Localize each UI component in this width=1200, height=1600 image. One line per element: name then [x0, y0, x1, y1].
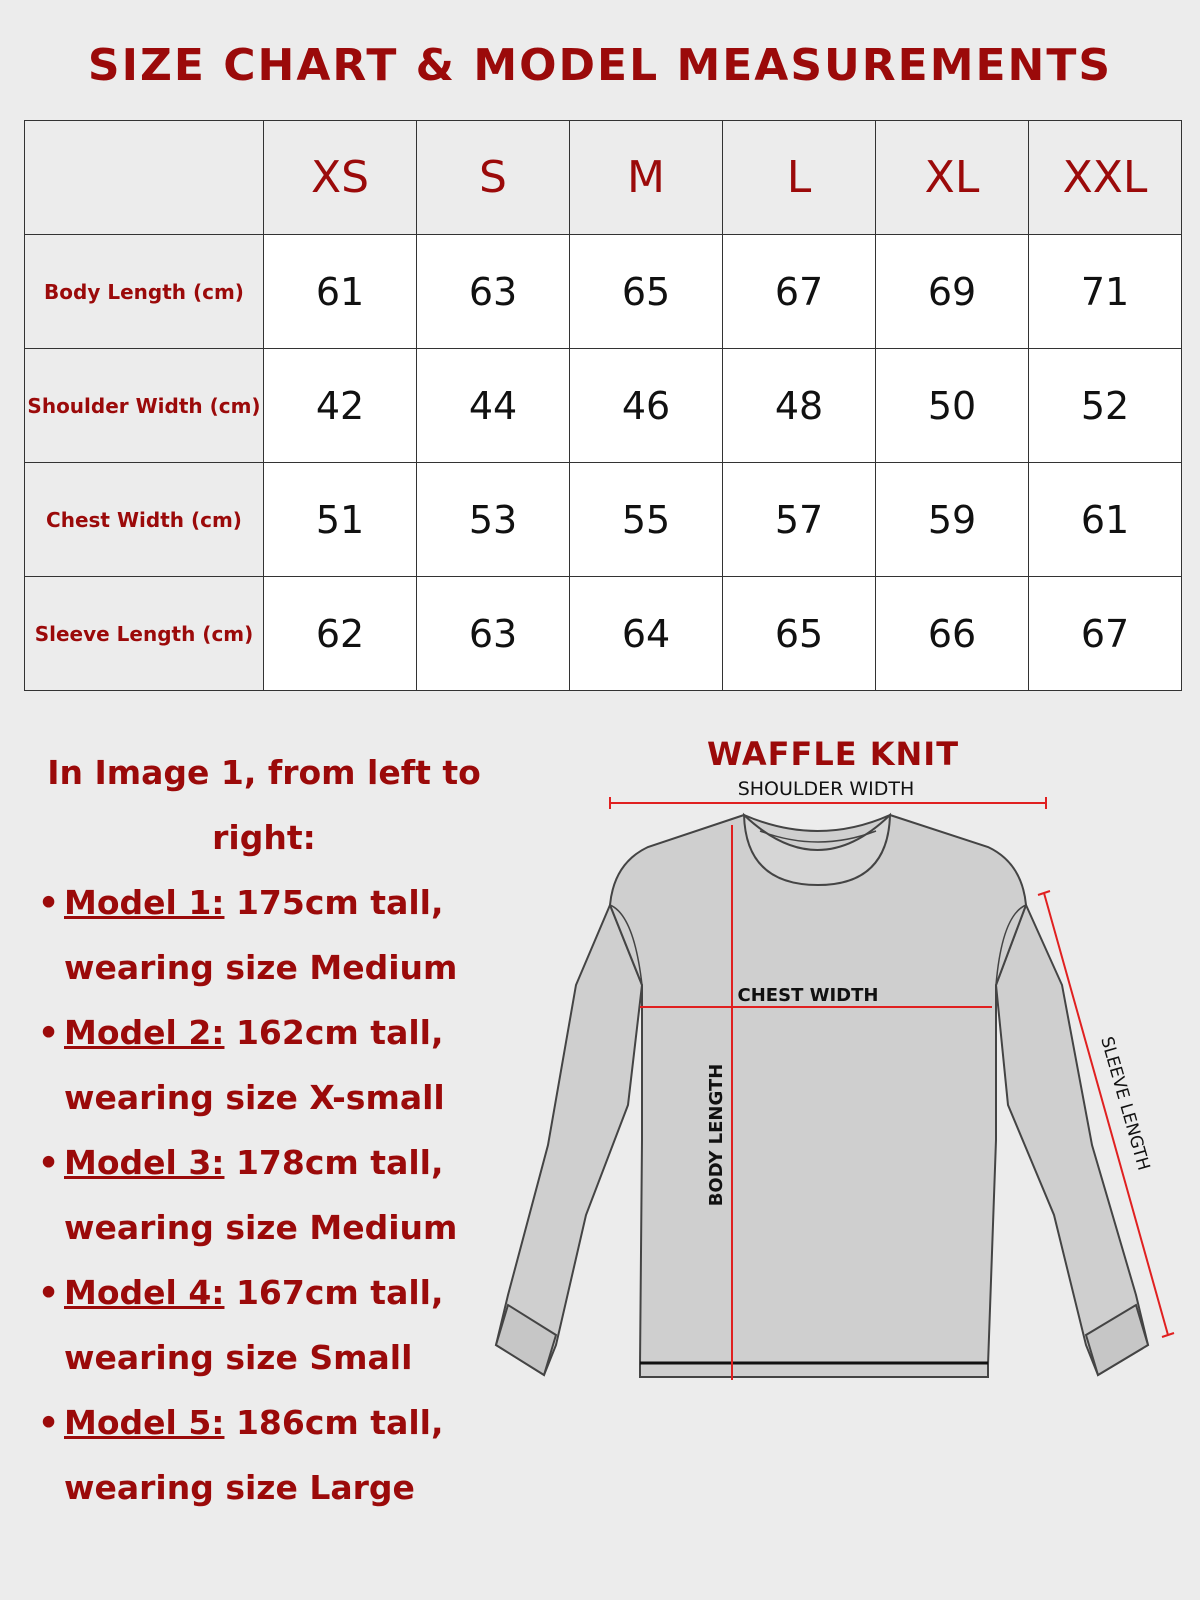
- size-header-row: [25, 121, 1182, 235]
- body-length-label: BODY LENGTH: [706, 1063, 727, 1207]
- model-detail: 178cm tall, wearing size Medium: [64, 1143, 458, 1247]
- table-cell: 42: [264, 349, 417, 463]
- table-cell: 66: [876, 577, 1029, 691]
- table-cell: 51: [264, 463, 417, 577]
- list-item: [24, 1000, 524, 1130]
- left-sleeve: [496, 905, 642, 1375]
- garment-diagram: [488, 735, 1200, 1435]
- model-name: Model 2:: [64, 1013, 225, 1052]
- sweater-body: [610, 815, 1026, 1377]
- model-detail: 186cm tall, wearing size Large: [64, 1403, 444, 1507]
- row-label: Sleeve Length (cm): [25, 577, 264, 691]
- page-title: SIZE CHART & MODEL MEASUREMENTS: [87, 40, 1113, 91]
- table-row-sleeve-length: [25, 577, 1182, 691]
- table-corner-cell: [25, 121, 264, 235]
- table-cell: 48: [723, 349, 876, 463]
- model-detail: 175cm tall, wearing size Medium: [64, 883, 458, 987]
- table-cell: 67: [723, 235, 876, 349]
- table-cell: 52: [1029, 349, 1182, 463]
- bullet-icon: •: [38, 1403, 60, 1442]
- table-cell: 63: [417, 235, 570, 349]
- table-row-chest-width: [25, 463, 1182, 577]
- table-cell: 65: [570, 235, 723, 349]
- table-cell: 69: [876, 235, 1029, 349]
- size-header-xxl: XXL: [1029, 121, 1182, 235]
- size-header-xl: XL: [876, 121, 1029, 235]
- bullet-icon: •: [38, 1013, 60, 1052]
- list-item: [24, 1130, 524, 1260]
- table-cell: 57: [723, 463, 876, 577]
- size-chart-table: [24, 120, 1182, 691]
- table-row-shoulder-width: [25, 349, 1182, 463]
- model-detail: 167cm tall, wearing size Small: [64, 1273, 444, 1377]
- garment-title: WAFFLE KNIT: [706, 735, 960, 773]
- model-detail: 162cm tall, wearing size X-small: [64, 1013, 445, 1117]
- model-name: Model 3:: [64, 1143, 225, 1182]
- table-cell: 62: [264, 577, 417, 691]
- table-cell: 53: [417, 463, 570, 577]
- table-cell: 63: [417, 577, 570, 691]
- table-cell: 65: [723, 577, 876, 691]
- table-cell: 61: [264, 235, 417, 349]
- size-header-xs: XS: [264, 121, 417, 235]
- list-item: [24, 1390, 524, 1520]
- size-header-m: M: [570, 121, 723, 235]
- model-name: Model 4:: [64, 1273, 225, 1312]
- model-name: Model 1:: [64, 883, 225, 922]
- chest-width-label: CHEST WIDTH: [737, 985, 879, 1006]
- bullet-icon: •: [38, 1273, 60, 1312]
- table-cell: 71: [1029, 235, 1182, 349]
- shoulder-width-label: SHOULDER WIDTH: [737, 778, 915, 800]
- row-label: Shoulder Width (cm): [25, 349, 264, 463]
- list-item: [24, 870, 524, 1000]
- table-cell: 55: [570, 463, 723, 577]
- table-row-body-length: [25, 235, 1182, 349]
- table-cell: 64: [570, 577, 723, 691]
- model-measurements: [24, 740, 524, 1520]
- table-cell: 67: [1029, 577, 1182, 691]
- table-cell: 46: [570, 349, 723, 463]
- table-cell: 50: [876, 349, 1029, 463]
- size-header-s: S: [417, 121, 570, 235]
- row-label: Chest Width (cm): [25, 463, 264, 577]
- model-name: Model 5:: [64, 1403, 225, 1442]
- model-list: [24, 870, 524, 1520]
- table-cell: 44: [417, 349, 570, 463]
- table-cell: 59: [876, 463, 1029, 577]
- bullet-icon: •: [38, 883, 60, 922]
- row-label: Body Length (cm): [25, 235, 264, 349]
- bullet-icon: •: [38, 1143, 60, 1182]
- size-header-l: L: [723, 121, 876, 235]
- sweater-drawing: [488, 735, 1200, 1435]
- table-cell: 61: [1029, 463, 1182, 577]
- list-item: [24, 1260, 524, 1390]
- sleeve-length-label: SLEEVE LENGTH: [1096, 1034, 1154, 1173]
- models-intro: In Image 1, from left to right:: [47, 753, 481, 857]
